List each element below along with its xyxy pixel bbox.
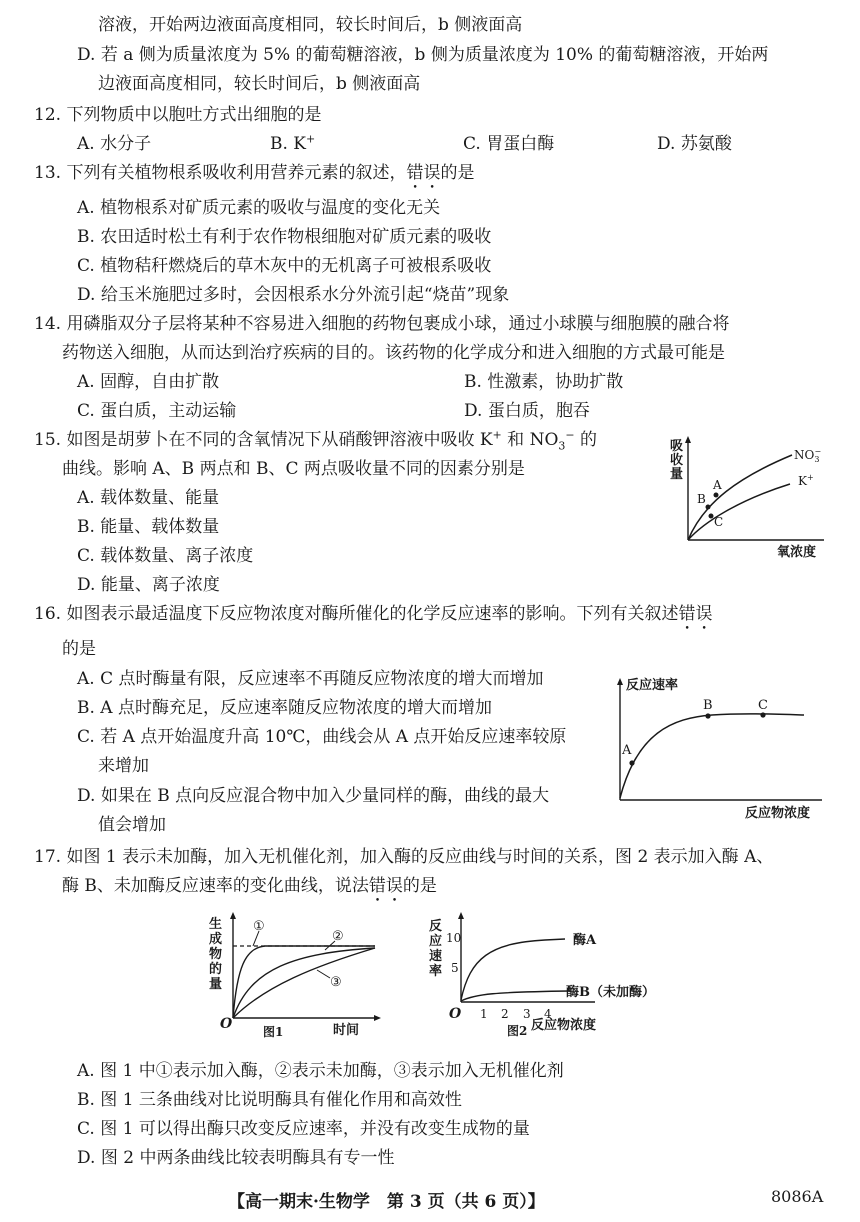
- q16-option-b: B. A 点时酶充足，反应速率随反应物浓度的增大而增加: [77, 698, 492, 718]
- fig2-xtick-4: 4: [544, 1007, 552, 1021]
- q15-stem-line1: 15. 如图是胡萝卜在不同的含氧情况下从硝酸钾溶液中吸收 K+ 和 $NO_3^-$ 的: [34, 428, 598, 453]
- fig2-ylabel-3: 速: [429, 949, 443, 964]
- q16-y-arrow: [617, 678, 623, 685]
- fig1-label-1: ①: [253, 919, 265, 934]
- fig2-y-arrow: [458, 912, 464, 919]
- q17-stem-line2: 酶 B、未加酶反应速率的变化曲线，说法错误的是: [62, 876, 437, 896]
- q14-option-a: A. 固醇，自由扩散: [77, 372, 220, 392]
- q15-label-b: B: [697, 492, 706, 506]
- q16-label-c: C: [758, 698, 768, 713]
- fig2-curve-a-label: 酶A: [573, 933, 597, 948]
- fig2-xlabel: 反应物浓度: [531, 1018, 597, 1033]
- fig2-xtick-2: 2: [501, 1007, 509, 1021]
- q15-label-a: A: [713, 478, 722, 492]
- fig1-leader-3: [317, 970, 330, 978]
- q14-stem-line2: 药物送入细胞，从而达到治疗疾病的目的。该药物的化学成分和进入细胞的方式最可能是: [62, 343, 725, 363]
- q15-uptake-chart: [664, 432, 834, 560]
- q16-curve: [620, 714, 804, 798]
- q11-option-c-continued: 溶液，开始两边液面高度相同，较长时间后，b 侧液面高: [98, 15, 523, 35]
- q16-option-d-line1: D. 如果在 B 点向反应混合物中加入少量同样的酶，曲线的最大: [77, 786, 550, 806]
- page-footer: 【高一期末·生物学 第 3 页（共 6 页）】: [228, 1192, 545, 1212]
- q15-point-c: [709, 514, 714, 519]
- q15-ylabel-1: 吸: [670, 439, 684, 454]
- fig1-x-arrow: [374, 1015, 381, 1021]
- q17-option-d: D. 图 2 中两条曲线比较表明酶具有专一性: [77, 1148, 395, 1168]
- q16-option-a: A. C 点时酶量有限，反应速率不再随反应物浓度的增大而增加: [77, 669, 544, 689]
- fig2-curve-b: [461, 991, 570, 1001]
- fig1-ylabel-4: 的: [209, 962, 223, 977]
- q15-y-arrow: [685, 436, 691, 443]
- q17-figure-2: [425, 908, 653, 1040]
- q16-point-b: [705, 713, 710, 718]
- q17-stem-line1: 17. 如图 1 表示未加酶，加入无机催化剂，加入酶的反应曲线与时间的关系，图 2 表示加入酶 A、: [34, 847, 774, 867]
- q15-point-b: [706, 505, 711, 510]
- q12-option-c: C. 胃蛋白酶: [463, 134, 555, 154]
- q16-point-a: [629, 760, 634, 765]
- q16-ylabel: 反应速率: [626, 678, 679, 693]
- fig1-xlabel: 时间: [333, 1023, 360, 1038]
- q15-curve2-label: K+: [798, 473, 814, 488]
- q17-option-c: C. 图 1 可以得出酶只改变反应速率，并没有改变生成物的量: [77, 1119, 530, 1139]
- q16-option-d-line2: 值会增加: [98, 815, 166, 835]
- fig2-ylabel-1: 反: [429, 919, 443, 934]
- paper-code: 8086A: [771, 1187, 824, 1206]
- q13-option-b: B. 农田适时松土有利于农作物根细胞对矿质元素的吸收: [77, 227, 492, 247]
- q15-option-b: B. 能量、载体数量: [77, 517, 220, 537]
- q17-option-b: B. 图 1 三条曲线对比说明酶具有催化作用和高效性: [77, 1090, 462, 1110]
- q11-option-d-line1: D. 若 a 侧为质量浓度为 5% 的葡萄糖溶液，b 侧为质量浓度为 10% 的葡萄糖溶液，开始两: [77, 45, 769, 65]
- q16-option-c-line2: 来增加: [98, 756, 149, 776]
- q15-point-a: [714, 493, 719, 498]
- q15-ylabel-3: 量: [670, 467, 684, 482]
- fig1-ylabel-5: 量: [209, 977, 223, 992]
- fig2-ylabel-2: 应: [429, 934, 443, 949]
- q15-curve1-label: $NO_3-$: [794, 447, 822, 464]
- q13-emphasis: 错误: [406, 163, 441, 183]
- fig1-ylabel-2: 成: [209, 932, 223, 947]
- q15-xlabel: 氧浓度: [777, 545, 817, 560]
- q12-option-a: A. 水分子: [77, 134, 152, 154]
- q15-label-c: C: [714, 515, 724, 529]
- q13-option-c: C. 植物秸秆燃烧后的草木灰中的无机离子可被根系吸收: [77, 256, 492, 276]
- q16-point-c: [760, 712, 765, 717]
- fig1-curve-2: [233, 948, 375, 1018]
- fig2-ylabel-4: 率: [429, 964, 443, 979]
- q11-option-d-line2: 边液面高度相同，较长时间后，b 侧液面高: [98, 74, 421, 94]
- q14-option-d: D. 蛋白质，胞吞: [464, 401, 590, 421]
- q14-stem-line1: 14. 用磷脂双分子层将某种不容易进入细胞的药物包裹成小球，通过小球膜与细胞膜的融合将: [34, 314, 730, 334]
- fig2-origin: O: [449, 1006, 462, 1022]
- fig2-ytick-10: 10: [446, 931, 462, 945]
- q17-option-a: A. 图 1 中①表示加入酶，②表示未加酶，③表示加入无机催化剂: [77, 1061, 564, 1081]
- q13-option-d: D. 给玉米施肥过多时，会因根系水分外流引起“烧苗”现象: [77, 285, 510, 305]
- q12-option-b: B. K+: [270, 132, 316, 154]
- fig1-caption: 图1: [263, 1025, 284, 1039]
- q15-option-a: A. 载体数量、能量: [77, 488, 220, 508]
- q16-stem-line1: 16. 如图表示最适温度下反应物浓度对酶所催化的化学反应速率的影响。下列有关叙述错误: [34, 604, 713, 624]
- fig2-curve-b-label: 酶B（未加酶）: [566, 985, 655, 1000]
- fig1-origin: O: [220, 1016, 233, 1032]
- q12-option-d: D. 苏氨酸: [657, 134, 732, 154]
- q16-emphasis: 错误: [678, 604, 713, 624]
- fig2-xtick-3: 3: [523, 1007, 531, 1021]
- q15-option-d: D. 能量、离子浓度: [77, 575, 220, 595]
- q16-stem-line2: 的是: [62, 639, 96, 659]
- q14-option-c: C. 蛋白质，主动运输: [77, 401, 237, 421]
- fig1-ylabel-1: 生: [209, 917, 223, 932]
- q12-stem: 12. 下列物质中以胞吐方式出细胞的是: [34, 105, 322, 125]
- q16-label-b: B: [703, 698, 713, 713]
- fig2-xtick-1: 1: [480, 1007, 488, 1021]
- q16-label-a: A: [622, 743, 632, 758]
- fig1-ylabel-3: 物: [209, 947, 223, 962]
- fig1-y-arrow: [230, 912, 236, 919]
- q17-figure-1: [205, 908, 390, 1040]
- q16-option-c-line1: C. 若 A 点开始温度升高 10℃，曲线会从 A 点开始反应速率较原: [77, 727, 567, 747]
- q15-option-c: C. 载体数量、离子浓度: [77, 546, 254, 566]
- q13-option-a: A. 植物根系对矿质元素的吸收与温度的变化无关: [77, 198, 441, 218]
- fig2-caption: 图2: [507, 1024, 528, 1038]
- q16-xlabel: 反应物浓度: [745, 806, 811, 821]
- q15-ylabel-2: 收: [670, 453, 684, 468]
- q13-stem: 13. 下列有关植物根系吸收利用营养元素的叙述，错误的是: [34, 163, 475, 183]
- fig1-curve-1: [233, 946, 375, 1018]
- q17-emphasis: 错误: [368, 876, 403, 896]
- q15-stem-line2: 曲线。影响 A、B 两点和 B、C 两点吸收量不同的因素分别是: [62, 459, 525, 479]
- q16-reaction-rate-chart: [612, 673, 827, 821]
- q14-option-b: B. 性激素，协助扩散: [464, 372, 624, 392]
- fig1-label-2: ②: [332, 929, 344, 944]
- fig1-label-3: ③: [330, 975, 342, 990]
- fig2-ytick-5: 5: [451, 961, 459, 975]
